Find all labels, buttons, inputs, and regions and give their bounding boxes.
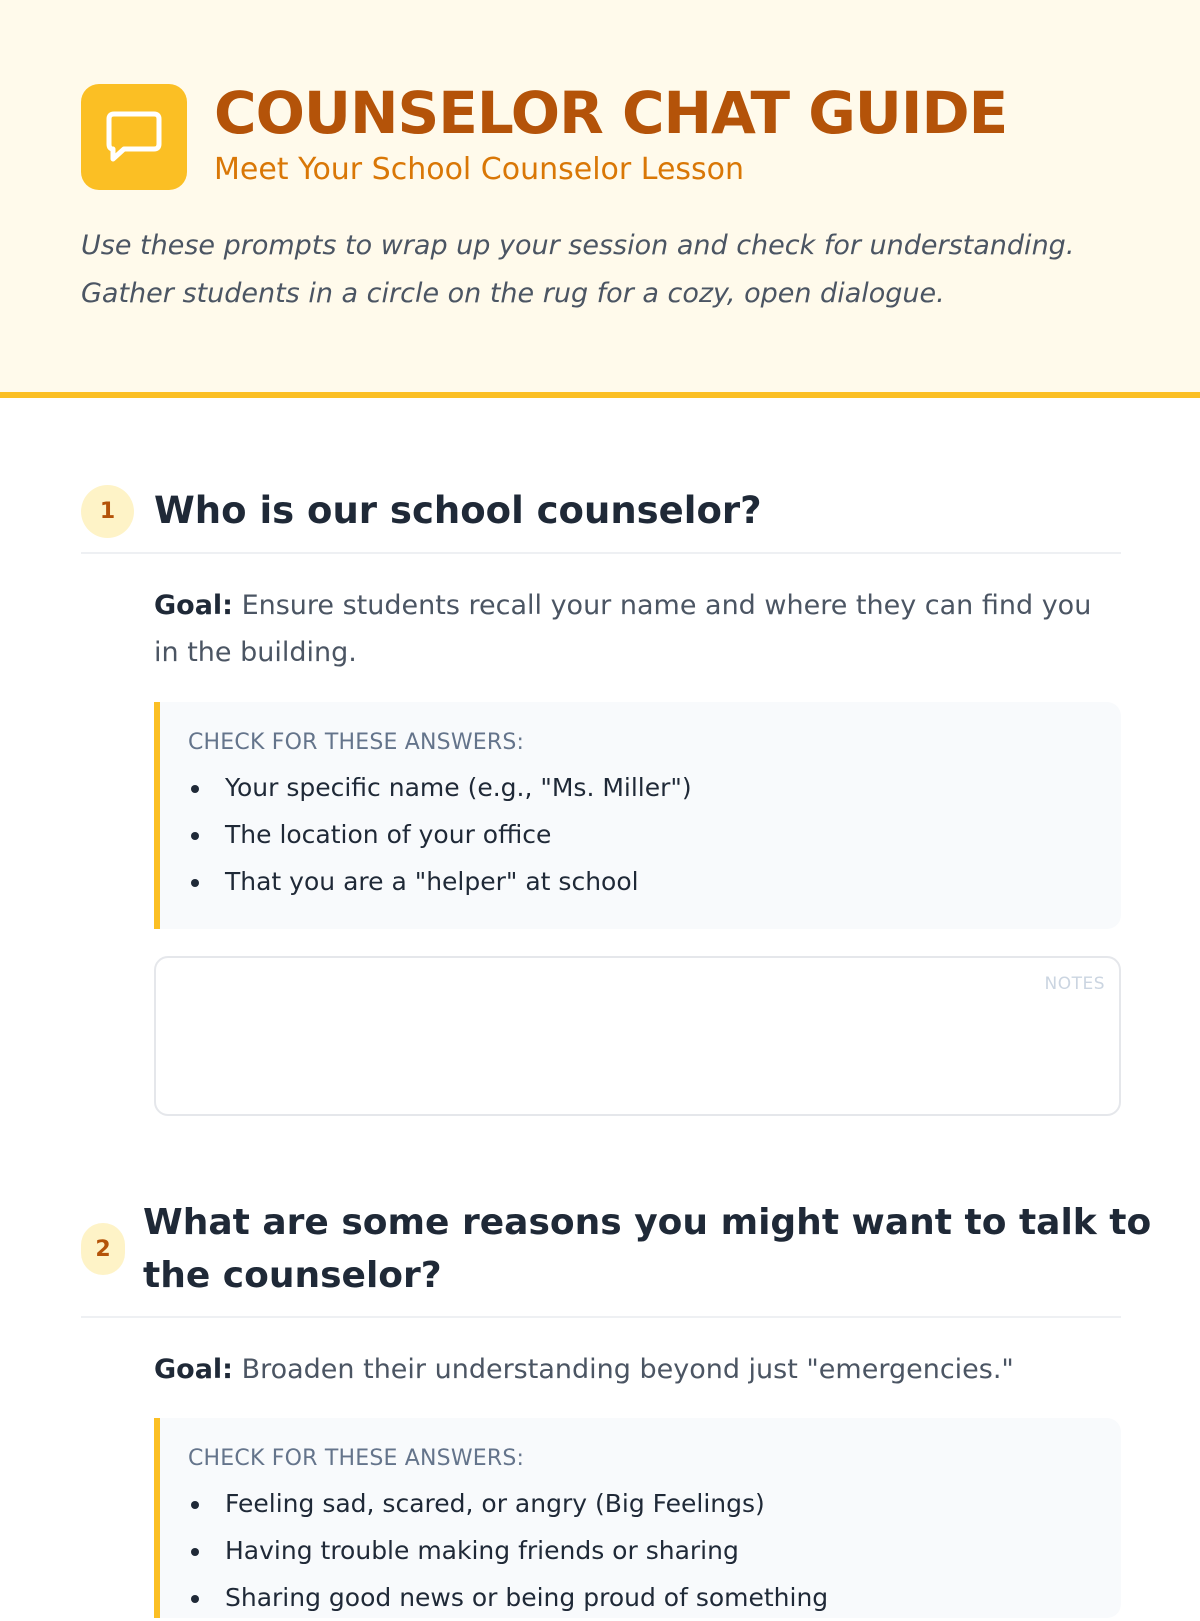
notes-box[interactable] xyxy=(154,956,1121,1116)
list-item: Sharing good news or being proud of something xyxy=(188,1574,1121,1621)
question-header xyxy=(81,484,1121,538)
question-goal xyxy=(154,1346,1114,1393)
goal-label: Goal: xyxy=(154,590,233,621)
divider xyxy=(81,1316,1121,1318)
answer-checklist xyxy=(154,1418,1121,1618)
intro-line: Gather students in a circle on the rug for a cozy, open dialogue. xyxy=(81,278,945,309)
list-item: That you are a "helper" at school xyxy=(188,858,1121,905)
intro-line: Use these prompts to wrap up your session and check for understanding. xyxy=(81,230,1075,261)
answer-list xyxy=(188,764,1121,905)
question-title xyxy=(143,1196,1151,1302)
page-title: COUNSELOR CHAT GUIDE xyxy=(214,79,1008,147)
answer-checklist xyxy=(154,702,1121,929)
goal-label: Goal: xyxy=(154,1354,233,1385)
chat-bubble-icon xyxy=(81,84,187,190)
question-title: Who is our school counselor? xyxy=(154,489,762,532)
question-goal xyxy=(154,582,1114,676)
list-item: Your specific name (e.g., "Ms. Miller") xyxy=(188,764,1121,811)
question-number-badge: 2 xyxy=(81,1223,125,1275)
goal-text: Broaden their understanding beyond just "emergencies." xyxy=(232,1354,1014,1385)
list-item: The location of your office xyxy=(188,811,1121,858)
page-subtitle: Meet Your School Counselor Lesson xyxy=(214,152,745,187)
intro-text xyxy=(81,222,1131,318)
question-header xyxy=(81,1196,1152,1302)
checklist-label: CHECK FOR THESE ANSWERS: xyxy=(188,1446,525,1471)
question-number-badge: 1 xyxy=(81,485,134,538)
question-title-line: the counselor? xyxy=(143,1255,442,1296)
list-item: Feeling sad, scared, or angry (Big Feelings) xyxy=(188,1480,1121,1527)
goal-text: Ensure students recall your name and where they can find you in the building. xyxy=(154,590,1092,668)
checklist-label: CHECK FOR THESE ANSWERS: xyxy=(188,730,525,755)
question-title-line: What are some reasons you might want to talk to xyxy=(143,1202,1152,1243)
header-banner xyxy=(0,0,1200,398)
notes-label: NOTES xyxy=(1044,974,1105,994)
divider xyxy=(81,552,1121,554)
list-item: Having trouble making friends or sharing xyxy=(188,1527,1121,1574)
